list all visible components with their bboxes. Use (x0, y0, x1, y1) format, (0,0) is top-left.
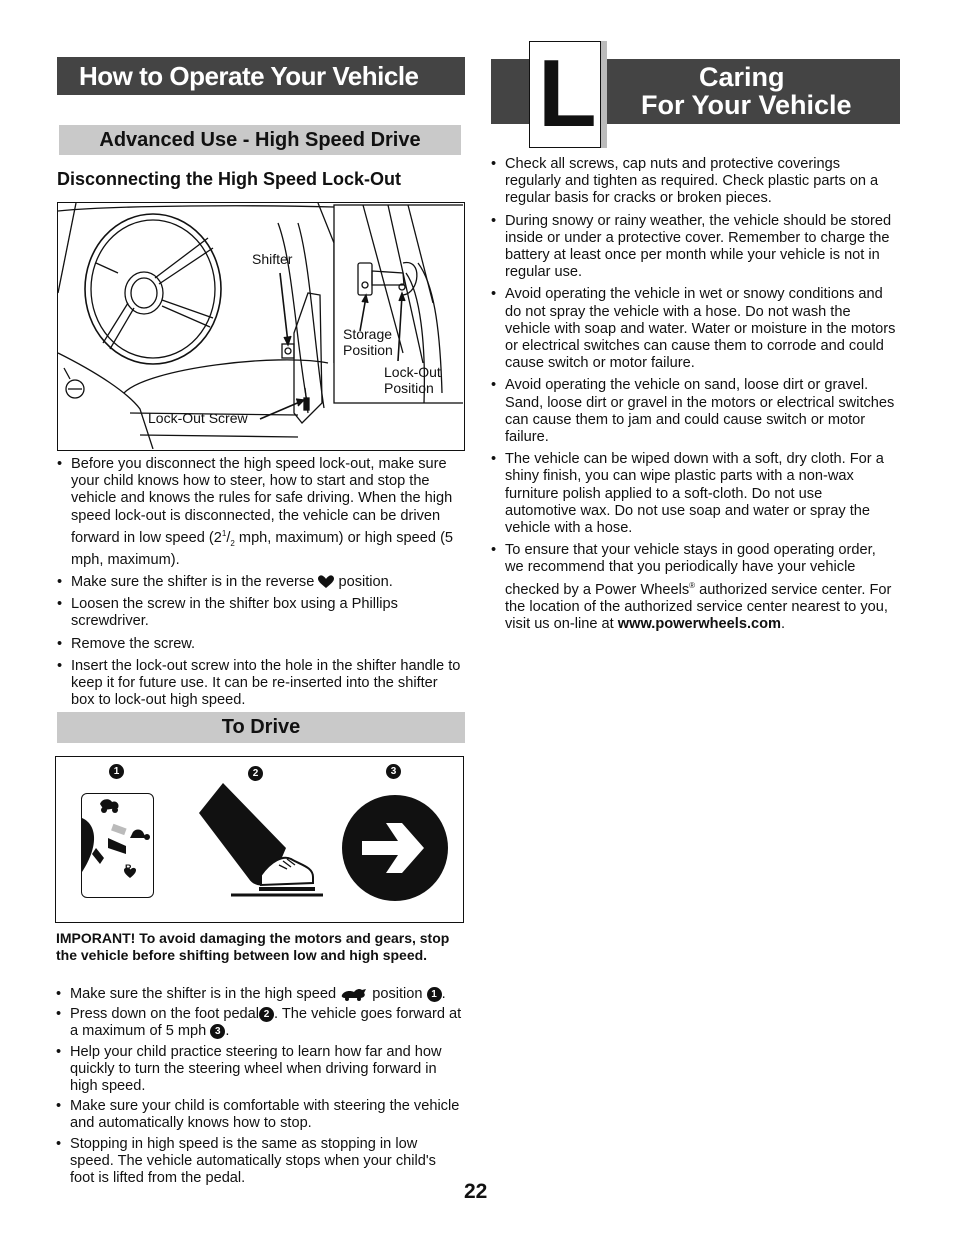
step-1-badge: 1 (109, 764, 124, 779)
disconnect-list (57, 456, 462, 714)
foot-pedal-icon (191, 783, 331, 913)
section-tab-letter-box (529, 41, 601, 148)
list-item: • The vehicle can be wiped down with a soft, dry cloth. For a shiny finish, you can wipe plastic parts with a non-wax furniture polish applied to a soft-cloth. Do not use automotive wax. Do not use soap and water or spray the vehicle with a hose. (491, 451, 896, 537)
label-storage-1: Storage (343, 326, 393, 342)
website-link[interactable]: www.powerwheels.com (617, 615, 782, 632)
list-item: • Loosen the screw in the shifter box using a Phillips screwdriver. (57, 596, 462, 630)
list-item: • Check all screws, cap nuts and protective coverings regularly and tighten as required. Check plastic parts on a regular basis for cracks or broken pieces. (491, 156, 896, 208)
list-item: • Avoid operating the vehicle on sand, loose dirt or gravel. Sand, loose dirt or gravel in the motors or electrical switches can cause them to jam and could cause switch or motor failure. (491, 377, 896, 446)
drive-figure (55, 756, 464, 923)
list-item: • Insert the lock-out screw into the hole in the shifter handle to keep it for future use. It can be re-inserted into the shifter box to lock-out high speed. (57, 658, 462, 710)
label-lockout-1: Lock-Out (384, 364, 441, 380)
list-item: • Make sure the shifter is in the reverse position. (57, 574, 462, 591)
label-shifter: Shifter (252, 251, 293, 267)
disconnect-title: Disconnecting the High Speed Lock-Out (57, 169, 402, 189)
list-item: • Make sure the shifter is in the high speed position 1 . (56, 986, 464, 1003)
section-title: How to Operate Your Vehicle (79, 61, 419, 91)
list-item: • During snowy or rainy weather, the vehicle should be stored inside or under a protective cover. Remember to charge the battery at least once per month while your vehicle is not in regular use. (491, 213, 896, 282)
list-item: • Help your child practice steering to learn how far and how quickly to turn the steering wheel when driving forward in high speed. (56, 1044, 464, 1096)
step-2-inline-badge: 2 (259, 1007, 274, 1022)
important-notice: IMPORANT! To avoid damaging the motors and gears, stop the vehicle before shifting between low and high speed. (56, 930, 450, 963)
list-item: • Make sure your child is comfortable with steering the vehicle and automatically knows how to stop. (56, 1098, 464, 1132)
forward-arrow-icon (340, 793, 450, 903)
drive-list (56, 986, 464, 1190)
caring-list (491, 156, 896, 638)
reverse-heart-icon (318, 575, 334, 589)
step-2-badge: 2 (248, 766, 263, 781)
reverse-label: R (125, 863, 132, 873)
label-lockout-screw: Lock-Out Screw (148, 410, 248, 426)
shifter-illustration (58, 203, 463, 449)
high-speed-rabbit-icon (340, 987, 368, 1001)
shifter-gate-panel (81, 793, 154, 898)
list-item: • Press down on the foot pedal 2 . The vehicle goes forward at a maximum of 5 mph 3 . (56, 1006, 464, 1040)
section-title-line1: Caring (699, 62, 785, 92)
list-item: • Remove the screw. (57, 636, 462, 653)
section-tab-letter: L (538, 40, 597, 147)
list-item: • Stopping in high speed is the same as stopping in low speed. The vehicle automatically stops when your child's foot is lifted from the pedal. (56, 1136, 464, 1188)
list-item: • Before you disconnect the high speed lock-out, make sure your child knows how to steer, how to start and stop the vehicle and knows the rules for safe driving. When the high speed lock-out is disconnected, the vehicle can be driven forward in low speed ($2^1/_2$ mph, maximum) or high speed (5 mph, maximum). (57, 456, 462, 569)
list-item: • Avoid operating the vehicle in wet or snowy conditions and do not spray the vehicle with a hose. Do not wash the vehicle with soap and water. Water or moisture in the motors or electrical switches can cause them to corrode and could cause switch or motor failure. (491, 286, 896, 372)
label-storage-2: Position (343, 342, 393, 358)
step-3-badge: 3 (386, 764, 401, 779)
section-title-line2: For Your Vehicle (641, 90, 852, 120)
shifter-figure (57, 202, 465, 451)
subsection-header-drive (57, 712, 465, 743)
shifter-gate-illustration (82, 794, 153, 896)
page-number: 22 (464, 1180, 488, 1203)
subsection-title: To Drive (221, 716, 301, 738)
subsection-title: Advanced Use - High Speed Drive (99, 129, 421, 151)
list-item: • To ensure that your vehicle stays in good operating order, we recommend that you periodically have your vehicle checked by a Power Wheels® authorized service center. For the location of the authorized service center nearest to you, visit us on-line at www.powerwheels.com. (491, 542, 896, 633)
label-lockout-2: Position (384, 380, 434, 396)
step-1-inline-badge: 1 (427, 987, 442, 1002)
section-header-operate (57, 57, 465, 95)
step-3-inline-badge: 3 (210, 1024, 225, 1039)
subsection-header-advanced (59, 125, 461, 155)
